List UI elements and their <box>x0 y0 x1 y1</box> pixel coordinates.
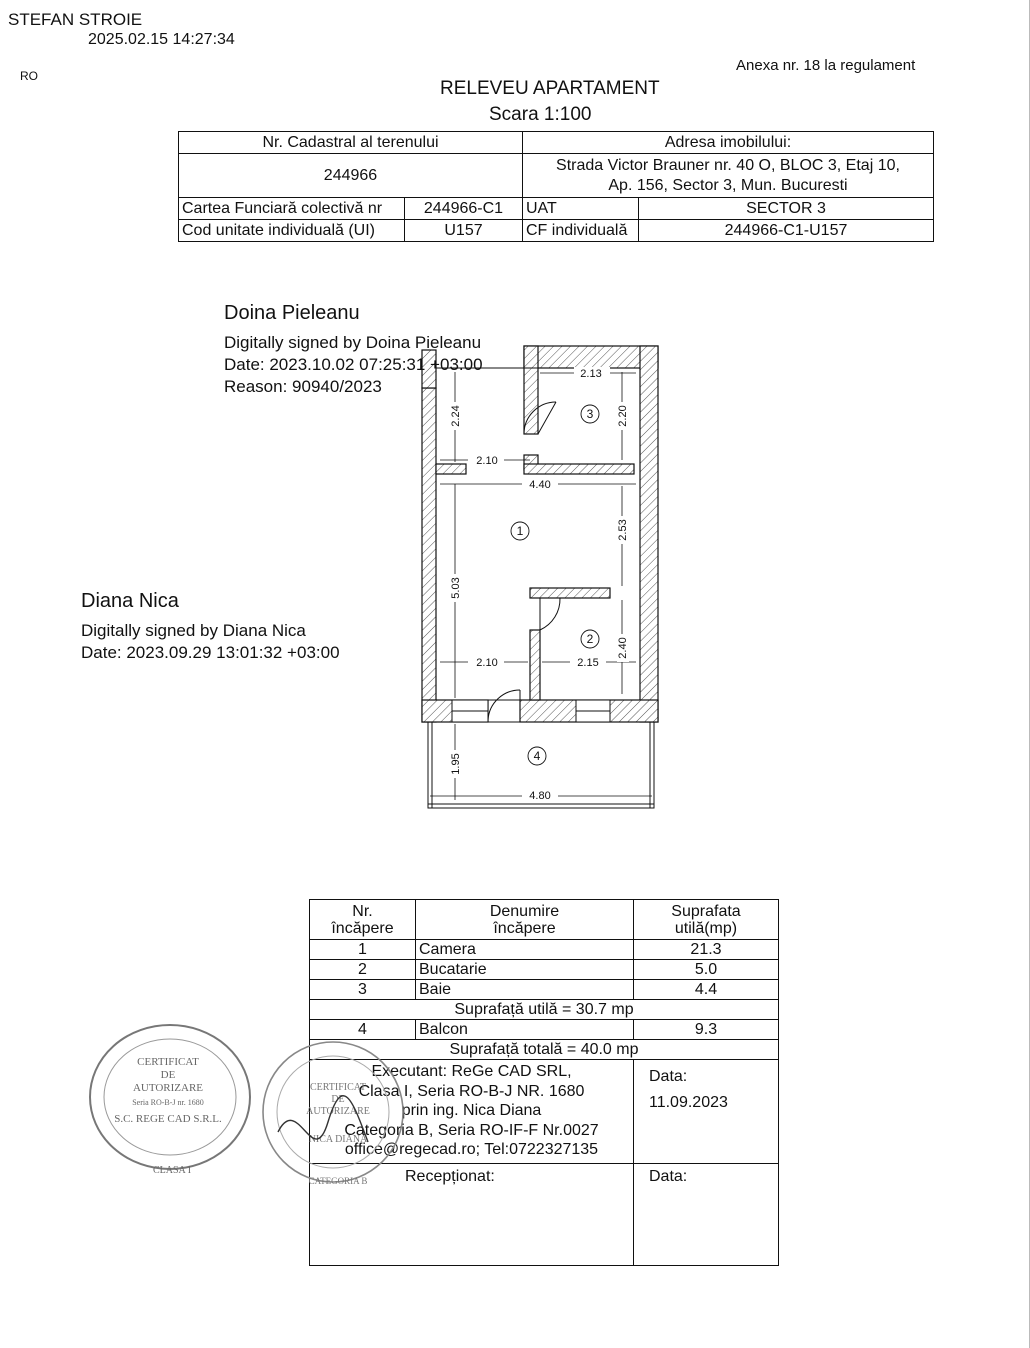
dim-1-95: 1.95 <box>450 753 462 775</box>
balcony-name: Balcon <box>416 1020 634 1040</box>
wall-east <box>640 346 658 722</box>
row-nr: 1 <box>310 940 416 960</box>
balcony-area: 9.3 <box>634 1020 779 1040</box>
executant-line-2: Clasa I, Seria RO-B-J NR. 1680 <box>358 1082 585 1100</box>
header-area <box>634 900 779 940</box>
room-number-3: 3 <box>586 407 594 421</box>
header-nr <box>310 900 416 940</box>
room-number-1: 1 <box>516 524 524 538</box>
balcony-nr: 4 <box>310 1020 416 1040</box>
stamp-right-line-3: AUTORIZARE <box>306 1106 370 1117</box>
date-value: 11.09.2023 <box>649 1094 728 1111</box>
dim-2-24: 2.24 <box>450 405 462 427</box>
stamp-left-line-1: CERTIFICAT <box>137 1056 199 1068</box>
header-name-line-1: Denumire <box>489 902 560 920</box>
header-name <box>416 900 634 940</box>
doina-signature-line-1: Digitally signed by Doina Pieleanu <box>224 333 482 352</box>
company-stamp <box>80 1015 265 1185</box>
ui-label: Cod unitate individuală (UI) <box>179 220 405 242</box>
cf-individual-label: CF individuală <box>523 220 639 242</box>
reception-date-label: Data: <box>634 1164 779 1266</box>
stamp-left-line-4: Seria RO-B-J nr. 1680 <box>132 1098 204 1107</box>
dim-2-13: 2.13 <box>580 368 602 380</box>
doina-signature-line-3: Reason: 90940/2023 <box>224 377 382 396</box>
receptionat-label: Recepționat: <box>310 1164 634 1266</box>
cf-collective-label: Cartea Funciară colectivă nr <box>179 198 405 220</box>
grand-area-total: Suprafață totală = 40.0 mp <box>310 1040 779 1060</box>
ui-value: U157 <box>405 220 523 242</box>
address-label: Adresa imobilului: <box>523 132 934 154</box>
dim-5-03: 5.03 <box>450 577 462 599</box>
dim-2-10-lower: 2.10 <box>476 657 498 669</box>
dim-2-53: 2.53 <box>617 519 629 541</box>
stamp-right-line-2: DE <box>331 1094 345 1105</box>
row-nr: 3 <box>310 980 416 1000</box>
address-line-1: Strada Victor Brauner nr. 40 O, BLOC 3, Etaj 10, <box>556 156 900 174</box>
wall-north-bath <box>524 346 658 368</box>
row-area: 21.3 <box>634 940 779 960</box>
room-number-2: 2 <box>586 632 594 646</box>
annex-label: Anexa nr. 18 la regulament <box>736 57 916 74</box>
row-nr: 2 <box>310 960 416 980</box>
stamp-right-line-5: CATEGORIA B <box>308 1176 368 1186</box>
address-line-2: Ap. 156, Sector 3, Mun. Bucuresti <box>608 176 848 194</box>
dim-2-40: 2.40 <box>617 637 629 659</box>
dim-2-20: 2.20 <box>617 405 629 427</box>
cadastral-label: Nr. Cadastral al terenului <box>179 132 523 154</box>
doina-signature-name: Doina Pieleanu <box>224 302 360 324</box>
wall-kitchen-north <box>530 588 610 598</box>
row-name: Camera <box>416 940 634 960</box>
stamp-right-line-4: NICA DIANA <box>308 1134 368 1145</box>
header-name-line-2: încăpere <box>493 919 556 937</box>
dim-2-15: 2.15 <box>577 657 599 669</box>
wall-bath-west-upper <box>524 346 538 434</box>
stamp-left-line-3: AUTORIZARE <box>132 1082 204 1094</box>
dim-4-80: 4.80 <box>529 790 551 802</box>
wall-bath-south <box>524 464 634 474</box>
date-label: Data: <box>649 1068 688 1085</box>
executant-line-1: Executant: ReGe CAD SRL, <box>371 1063 572 1080</box>
uat-value: SECTOR 3 <box>639 198 934 220</box>
diana-signature-line-2: Date: 2023.09.29 13:01:32 +03:00 <box>81 643 340 662</box>
useful-area-total: Suprafață utilă = 30.7 mp <box>310 1000 779 1020</box>
room-number-4: 4 <box>533 749 541 763</box>
stamp-left-line-6: CLASA I <box>152 1165 192 1176</box>
engineer-stamp <box>258 1032 408 1197</box>
row-name: Baie <box>416 980 634 1000</box>
cf-individual-value: 244966-C1-U157 <box>639 220 934 242</box>
diana-signature-name: Diana Nica <box>81 590 179 612</box>
table-row <box>310 940 779 960</box>
signer-name: STEFAN STROIE <box>8 10 143 29</box>
wall-west-main <box>422 388 436 722</box>
scale-label: Scara 1:100 <box>489 104 592 125</box>
row-area: 5.0 <box>634 960 779 980</box>
table-row <box>310 980 779 1000</box>
stamp-right-line-1: CERTIFICAT <box>309 1082 367 1093</box>
country-code: RO <box>20 69 38 83</box>
sign-timestamp: 2025.02.15 14:27:34 <box>88 31 235 48</box>
row-name: Bucatarie <box>416 960 634 980</box>
table-row <box>310 960 779 980</box>
dim-2-10-upper: 2.10 <box>476 455 498 467</box>
header-nr-line-1: Nr. <box>352 902 373 920</box>
document-title: RELEVEU APARTAMENT <box>440 78 660 99</box>
wall-kitchen-west <box>530 630 540 700</box>
executant-line-4: Categoria B, Seria RO-IF-F Nr.0027 <box>344 1121 599 1139</box>
header-area-line-2: utilă(mp) <box>674 919 738 937</box>
stamp-left-line-5: S.C. REGE CAD S.R.L. <box>114 1113 222 1125</box>
dim-4-40: 4.40 <box>529 479 551 491</box>
executant-line-3: prin ing. Nica Diana <box>401 1102 542 1119</box>
header-nr-line-2: încăpere <box>331 919 394 937</box>
uat-label: UAT <box>523 198 639 220</box>
wall-stub-west <box>436 464 466 474</box>
header-area-line-1: Suprafata <box>671 902 741 920</box>
cadastral-value: 244966 <box>179 154 523 198</box>
cf-collective-value: 244966-C1 <box>405 198 523 220</box>
row-area: 4.4 <box>634 980 779 1000</box>
diana-signature-line-1: Digitally signed by Diana Nica <box>81 621 306 640</box>
executant-line-5: office@regecad.ro; Tel:0722327135 <box>344 1141 599 1158</box>
stamp-left-line-2: DE <box>160 1069 176 1081</box>
doina-signature-line-2: Date: 2023.10.02 07:25:31 +03:00 <box>224 355 483 374</box>
executant-date-block <box>634 1060 779 1164</box>
